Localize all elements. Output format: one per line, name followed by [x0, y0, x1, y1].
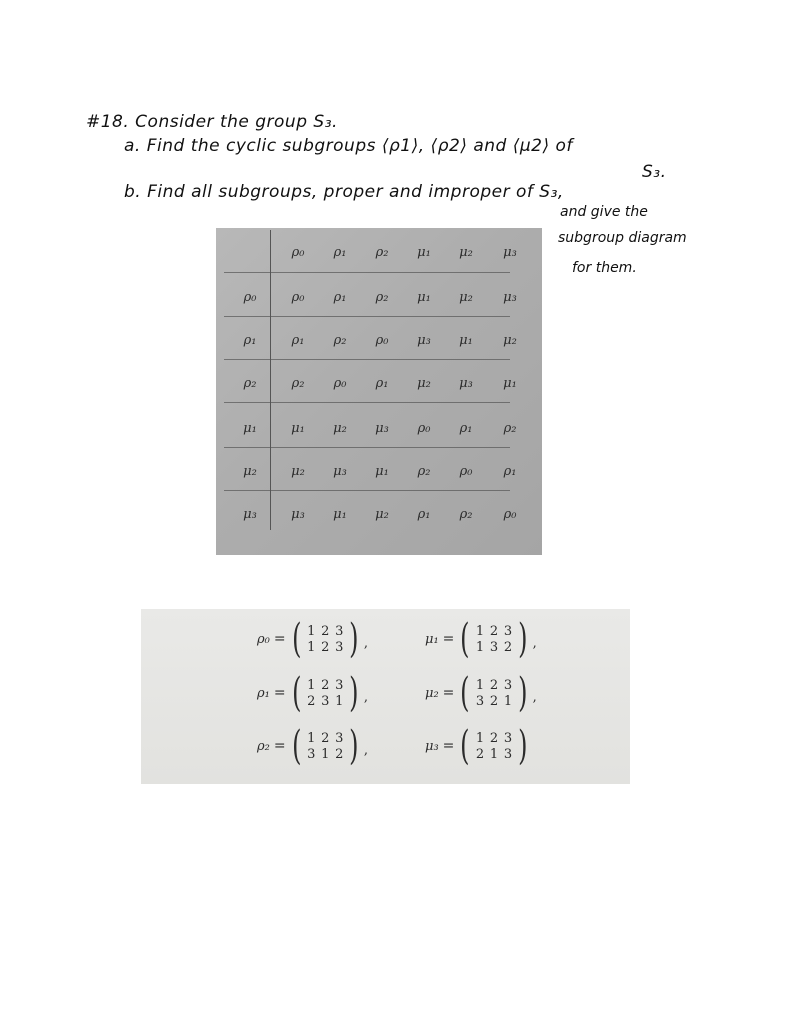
table-cell: ρ₀	[417, 421, 431, 436]
table-row-label: ρ₁	[243, 333, 257, 348]
table-cell: μ₃	[417, 333, 431, 348]
table-cell: ρ₀	[291, 290, 305, 305]
table-cell: ρ₂	[417, 464, 431, 479]
table-cell: μ₁	[417, 290, 431, 305]
side-note-3: for them.	[572, 260, 637, 276]
table-row-label: μ₂	[243, 464, 257, 479]
punctuation: ,	[532, 636, 537, 651]
permutation-matrix	[473, 624, 515, 655]
table-header-cell: μ₂	[459, 245, 473, 260]
matrix-top-entry: 3	[335, 677, 344, 693]
permutation-definition	[425, 723, 533, 769]
table-cell: μ₃	[459, 376, 473, 391]
table-cell: μ₁	[503, 376, 517, 391]
table-row-label: μ₃	[243, 507, 257, 522]
permutation-definition	[257, 670, 368, 716]
matrix-bottom-entry: 2	[335, 746, 344, 762]
table-cell: ρ₂	[459, 507, 473, 522]
matrix-bottom-entry: 1	[307, 639, 316, 655]
table-cell: μ₃	[503, 290, 517, 305]
table-horizontal-divider	[224, 490, 510, 491]
table-horizontal-divider	[224, 359, 510, 360]
table-cell: ρ₁	[417, 507, 431, 522]
right-paren: )	[349, 723, 359, 769]
table-row-label: ρ₂	[243, 376, 257, 391]
punctuation: ,	[363, 636, 368, 651]
table-cell: μ₂	[417, 376, 431, 391]
permutation-name: μ₁	[425, 631, 439, 647]
left-paren: (	[460, 670, 470, 716]
matrix-top-entry: 1	[307, 623, 316, 639]
table-cell: ρ₂	[375, 290, 389, 305]
problem-line-2: a. Find the cyclic subgroups ⟨ρ1⟩, ⟨ρ2⟩ and ⟨μ2⟩ of	[124, 136, 573, 156]
matrix-bottom-entry: 1	[321, 746, 330, 762]
matrix-bottom-entry: 1	[475, 639, 485, 655]
table-cell: μ₁	[333, 507, 347, 522]
table-cell: μ₁	[375, 464, 389, 479]
left-paren: (	[291, 670, 302, 716]
matrix-bottom-entry: 3	[489, 639, 499, 655]
matrix-bottom-entry: 3	[321, 693, 330, 709]
table-header-cell: ρ₂	[375, 245, 389, 260]
matrix-bottom-entry: 2	[321, 639, 330, 655]
matrix-bottom-entry: 1	[503, 693, 513, 709]
table-cell: ρ₀	[503, 507, 517, 522]
matrix-top-entry: 2	[489, 730, 499, 746]
equals-sign: =	[442, 685, 455, 701]
matrix-bottom-entry: 2	[307, 693, 316, 709]
matrix-top-entry: 3	[335, 623, 344, 639]
matrix-bottom-entry: 2	[503, 639, 513, 655]
table-vertical-divider	[270, 230, 271, 530]
matrix-bottom-entry: 3	[335, 639, 344, 655]
table-cell: ρ₂	[333, 333, 347, 348]
matrix-top-entry: 2	[321, 677, 330, 693]
permutations-photo	[141, 609, 630, 784]
matrix-top-entry: 3	[335, 730, 344, 746]
table-cell: ρ₁	[291, 333, 305, 348]
matrix-top-entry: 3	[503, 730, 513, 746]
equals-sign: =	[442, 738, 455, 754]
table-cell: μ₃	[333, 464, 347, 479]
table-cell: μ₃	[291, 507, 305, 522]
permutation-definition	[257, 723, 368, 769]
matrix-bottom-entry: 2	[475, 746, 485, 762]
cayley-table-photo	[216, 228, 542, 555]
equals-sign: =	[442, 631, 455, 647]
matrix-bottom-entry: 3	[475, 693, 485, 709]
table-cell: ρ₁	[375, 376, 389, 391]
table-cell: μ₁	[459, 333, 473, 348]
table-cell: ρ₁	[459, 421, 473, 436]
left-paren: (	[460, 723, 470, 769]
left-paren: (	[291, 616, 302, 662]
table-cell: ρ₂	[503, 421, 517, 436]
matrix-bottom-entry: 1	[335, 693, 344, 709]
table-cell: ρ₀	[459, 464, 473, 479]
matrix-top-entry: 1	[475, 677, 485, 693]
table-header-cell: ρ₁	[333, 245, 347, 260]
permutation-name: ρ₁	[257, 685, 270, 701]
matrix-top-entry: 3	[503, 623, 513, 639]
matrix-top-entry: 2	[489, 677, 499, 693]
table-horizontal-divider	[224, 402, 510, 403]
permutation-matrix	[304, 624, 346, 655]
equals-sign: =	[273, 685, 286, 701]
side-note-2: subgroup diagram	[558, 230, 687, 246]
permutation-definition	[257, 616, 368, 662]
left-paren: (	[460, 616, 470, 662]
table-cell: μ₂	[459, 290, 473, 305]
permutation-name: ρ₀	[257, 631, 270, 647]
table-horizontal-divider	[224, 316, 510, 317]
permutation-definition	[425, 670, 537, 716]
matrix-bottom-entry: 2	[489, 693, 499, 709]
matrix-top-entry: 2	[321, 623, 330, 639]
table-row-label: ρ₀	[243, 290, 257, 305]
punctuation: ,	[363, 743, 368, 758]
matrix-bottom-entry: 1	[489, 746, 499, 762]
table-row-label: μ₁	[243, 421, 257, 436]
table-cell: μ₂	[291, 464, 305, 479]
problem-line-1: #18. Consider the group S₃.	[86, 112, 338, 132]
punctuation: ,	[363, 690, 368, 705]
permutation-matrix	[473, 731, 515, 762]
table-horizontal-divider	[224, 447, 510, 448]
table-cell: ρ₂	[291, 376, 305, 391]
punctuation: ,	[532, 690, 537, 705]
table-cell: ρ₁	[333, 290, 347, 305]
table-header-cell: ρ₀	[291, 245, 305, 260]
matrix-bottom-entry: 3	[503, 746, 513, 762]
table-horizontal-divider	[224, 272, 510, 273]
matrix-top-entry: 1	[475, 730, 485, 746]
permutation-matrix	[304, 678, 346, 709]
matrix-bottom-entry: 3	[307, 746, 316, 762]
table-cell: μ₃	[375, 421, 389, 436]
matrix-top-entry: 3	[503, 677, 513, 693]
table-header-cell: μ₁	[417, 245, 431, 260]
matrix-top-entry: 2	[321, 730, 330, 746]
table-cell: ρ₀	[375, 333, 389, 348]
table-cell: μ₂	[333, 421, 347, 436]
permutation-name: μ₃	[425, 738, 439, 754]
right-paren: )	[518, 616, 528, 662]
table-cell: μ₂	[375, 507, 389, 522]
right-paren: )	[349, 616, 359, 662]
permutation-definition	[425, 616, 537, 662]
right-paren: )	[349, 670, 359, 716]
left-paren: (	[291, 723, 302, 769]
table-cell: ρ₀	[333, 376, 347, 391]
permutation-matrix	[473, 678, 515, 709]
permutation-name: μ₂	[425, 685, 439, 701]
problem-line-3: b. Find all subgroups, proper and improper of S₃,	[124, 182, 564, 202]
table-cell: ρ₁	[503, 464, 517, 479]
side-note-1: and give the	[560, 204, 648, 220]
matrix-top-entry: 1	[475, 623, 485, 639]
table-cell: μ₂	[503, 333, 517, 348]
problem-line-2-continuation: S₃.	[642, 162, 667, 182]
permutation-matrix	[304, 731, 346, 762]
table-header-cell: μ₃	[503, 245, 517, 260]
equals-sign: =	[273, 631, 286, 647]
equals-sign: =	[273, 738, 286, 754]
permutation-name: ρ₂	[257, 738, 270, 754]
right-paren: )	[518, 723, 528, 769]
matrix-top-entry: 2	[489, 623, 499, 639]
matrix-top-entry: 1	[307, 730, 316, 746]
matrix-top-entry: 1	[307, 677, 316, 693]
right-paren: )	[518, 670, 528, 716]
table-cell: μ₁	[291, 421, 305, 436]
